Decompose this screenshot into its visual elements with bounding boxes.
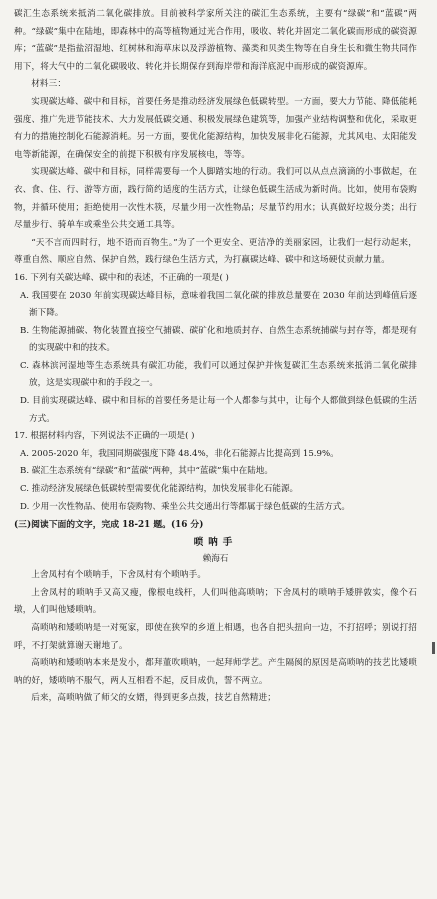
question-17-option-a: A. 2005-2020 年，我国同期碳强度下降 48.4%，非化石能源占比提高到 15.9%。	[20, 448, 339, 459]
story-author: 赖海石	[202, 554, 229, 565]
question-16-option-a: A. 我国要在 2030 年前实现碳达峰目标，意味着我国二氧化碳的排放总量要在 2030 年前达到峰值后逐渐下降。	[20, 290, 417, 319]
story-paragraph-3: 高唢呐和矮唢呐是一对冤家，即使在狭窄的乡道上相遇，也各自把头扭向一边，不打招呼；别说打招呼，不打架就算谢天谢地了。	[14, 623, 417, 651]
story-paragraph-2: 上舍凤村的唢呐手又高又瘦，像根电线杆，人们叫他高唢呐；下舍凤村的唢呐手矮胖敦实，像个石墩，人们叫他矮唢呐。	[14, 587, 417, 616]
section-3-heading: (三)阅读下面的文字，完成 18-21 题。(16 分)	[14, 520, 204, 531]
paragraph-carbon-sink: 碳汇生态系统来抵消二氧化碳排放。目前被科学家所关注的碳汇生态系统，主要有“绿碳”和“蓝碳”两种。“绿碳”集中在陆地，即森林中的高等植物通过光合作用，吸收、转化并固定二氧化碳而形成的碳资源库；“蓝碳”是指盐沼湿地、红树林和海草床以及浮游植物、藻类和贝类生物等在自身生长和微生物共同作用下，将大气中的二氧化碳吸收、转化并长期保存到海岸带和海洋底泥中而形成的碳资源库。	[14, 9, 417, 72]
question-17-option-d: D. 少用一次性物品、使用布袋购物、乘坐公共交通出行等都属于绿色低碳的生活方式。	[20, 501, 351, 512]
question-17	[14, 428, 417, 516]
question-17-option-c: C. 推动经济发展绿色低碳转型需要优化能源结构，加快发展非化石能源。	[20, 484, 299, 495]
paragraph-call-to-action: “天不言而四时行，地不语而百物生。”为了一个更安全、更洁净的美丽家园，让我们一起行动起来，尊重自然、顺应自然、保护自然，践行绿色生活方式，为打赢碳达峰、碳中和这场硬仗贡献力量。	[14, 237, 417, 266]
story-paragraph-5: 后来，高唢呐做了师父的女婿，得到更多点拨，技艺自然精进；	[31, 693, 277, 704]
question-16	[14, 270, 417, 428]
story-paragraph-1: 上舍凤村有个唢呐手，下舍凤村有个唢呐手。	[31, 570, 207, 581]
scan-edge-mark	[432, 642, 435, 654]
question-16-option-b: B. 生物能源捕碳、物化装置直接空气捕碳、碳矿化和地质封存、自然生态系统捕碳与封存等，都是现有的实现碳中和的技术。	[20, 325, 417, 354]
question-16-stem: 16. 下列有关碳达峰、碳中和的表述，不正确的一项是( )	[14, 272, 229, 283]
story-title: 唢呐手	[193, 537, 238, 549]
question-17-stem: 17. 根据材料内容，下列说法不正确的一项是( )	[14, 431, 195, 442]
paragraph-personal-action: 实现碳达峰、碳中和目标，同样需要每一个人脚踏实地的行动。我们可以从点点滴滴的小事做起，在衣、食、住、行、游等方面，践行简约适度的生活方式，让绿色低碳生活成为新时尚。比如，使用布袋购物，并循环使用；拒绝使用一次性木筷，尽量少用一次性物品；尽量节约用水；认真做好垃圾分类；出行尽量步行、骑单车或乘坐公共交通工具等。	[14, 167, 417, 231]
question-16-option-c: C. 森林滨河湿地等生态系统具有碳汇功能，我们可以通过保护并恢复碳汇生态系统来抵消二氧化碳排放，这是实现碳中和的手段之一。	[20, 360, 417, 389]
story-paragraph-4: 高唢呐和矮唢呐本来是发小，都拜董吹唢呐，一起拜师学艺。产生隔阂的原因是高唢呐的技艺比矮唢呐的好，矮唢呐不服气，两人互相看不起，反目成仇，誓不两立。	[14, 658, 417, 686]
material-heading: 材料三：	[31, 79, 67, 90]
question-17-option-b: B. 碳汇生态系统有“绿碳”和“蓝碳”两种，其中“蓝碳”集中在陆地。	[20, 466, 273, 477]
question-16-option-d: D. 目前实现碳达峰、碳中和目标的首要任务是让每一个人都参与其中，让每个人都做到绿色低碳的生活方式。	[20, 396, 417, 424]
paragraph-green-transition: 实现碳达峰、碳中和目标，首要任务是推动经济发展绿色低碳转型。一方面，要大力节能、降低能耗强度、推广先进节能技术、大力发展低碳交通、积极发展绿色建筑等，加强产业结构调整和优化，采取更有力的措施控制化石能源消耗。另一方面，要优化能源结构，加快发展非化石能源，尤其风电、太阳能发电等新能源，在确保安全的前提下积极有序发展核电，等等。	[14, 96, 417, 160]
